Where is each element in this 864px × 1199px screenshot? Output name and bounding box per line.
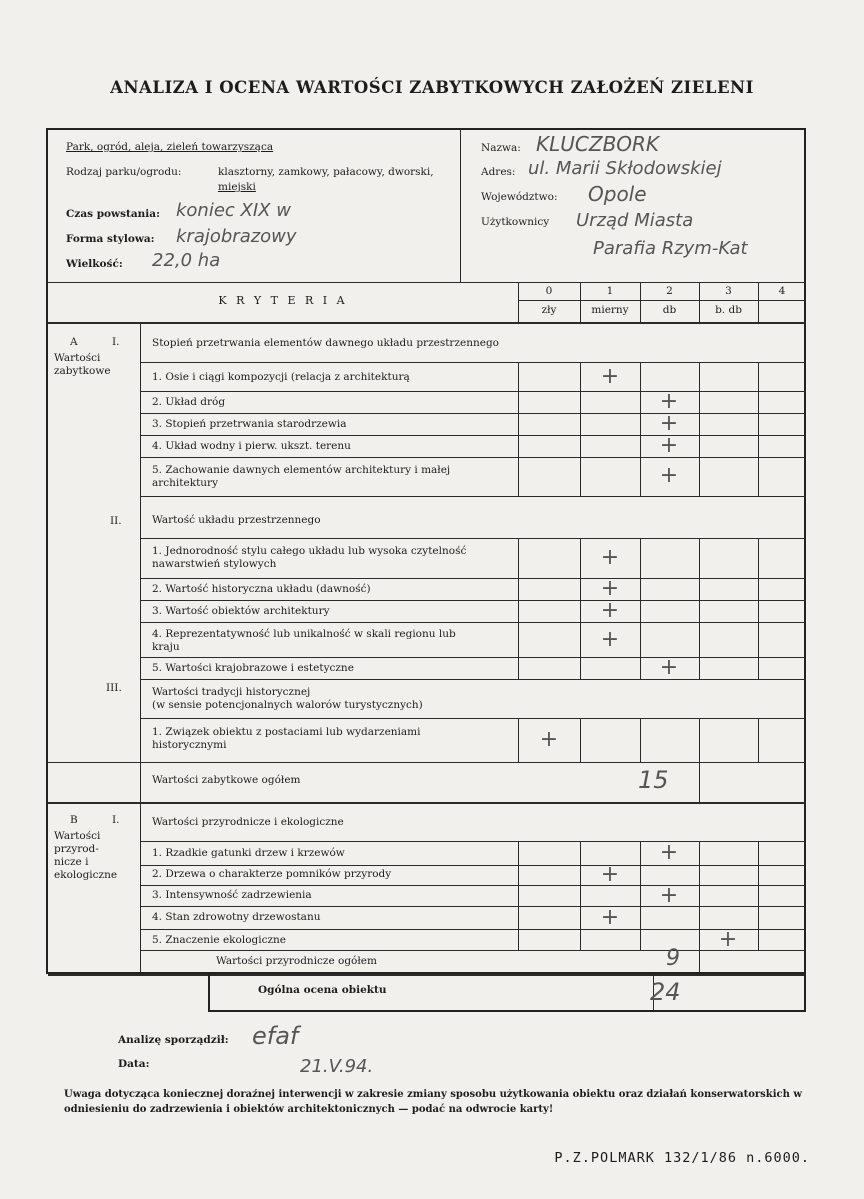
overall-label: Ogólna ocena obiektu — [258, 984, 387, 996]
a2-item-5: 5. Wartości krajobrazowe i estetyczne — [152, 662, 354, 674]
group-a2-title: Wartość układu przestrzennego — [152, 514, 321, 526]
score-mark-b1-1: + — [659, 840, 679, 865]
score-mark-a2-1: + — [600, 545, 620, 570]
b1-item-5: 5. Znaczenie ekologiczne — [152, 934, 287, 946]
voivodeship-value: Opole — [588, 182, 647, 206]
a1-item-2: 2. Układ dróg — [152, 396, 226, 408]
date-value: 21.V.94. — [300, 1056, 374, 1077]
section-a-roman-2: II. — [110, 515, 122, 527]
author-label: Analizę sporządził: — [118, 1034, 229, 1046]
author-signature: efaf — [252, 1022, 299, 1050]
grade-1: mierny — [591, 304, 629, 316]
section-b-name-1: Wartości — [54, 830, 101, 842]
grade-2: db — [662, 304, 677, 316]
a2-item-1: 1. Jednorodność stylu całego układu lub wysoka czytelność nawarstwień stylowych — [152, 545, 467, 570]
a2-item-4: 4. Reprezentatywność lub unikalność w skali regionu lub kraju — [152, 628, 456, 653]
style-value: krajobrazowy — [176, 226, 297, 247]
a1-item-5: 5. Zachowanie dawnych elementów architektury i małej architektury — [152, 464, 451, 489]
section-a-roman-3: III. — [106, 682, 122, 694]
a2-item-2: 2. Wartość historyczna układu (dawność) — [152, 583, 371, 595]
score-mark-a1-1: + — [600, 364, 620, 389]
score-mark-a2-5: + — [659, 655, 679, 680]
a1-item-3: 3. Stopień przetrwania starodrzewia — [152, 418, 347, 430]
section-b-roman: I. — [112, 814, 120, 826]
size-label: Wielkość: — [66, 258, 123, 270]
section-b-letter: B — [70, 814, 78, 826]
name-label: Nazwa: — [481, 142, 521, 154]
created-value: koniec XIX w — [176, 200, 291, 221]
a3-item-1: 1. Związek obiektu z postaciami lub wydarzeniami historycznymi — [152, 726, 421, 751]
header-bottom-rule — [48, 282, 806, 283]
form-title: ANALIZA I OCENA WARTOŚCI ZABYTKOWYCH ZAŁOŻEŃ ZIELENI — [110, 78, 754, 97]
style-label: Forma stylowa: — [66, 233, 155, 245]
score-mark-a2-4: + — [600, 627, 620, 652]
score-mark-a1-4: + — [659, 433, 679, 458]
criteria-label: K R Y T E R I A — [218, 294, 348, 307]
address-value: ul. Marii Skłodowskiej — [528, 158, 722, 179]
group-a1-title: Stopień przetrwania elementów dawnego układu przestrzennego — [152, 337, 499, 349]
users-value-1: Urząd Miasta — [576, 210, 694, 231]
users-label: Użytkownicy — [481, 216, 550, 228]
users-value-2: Parafia Rzym-Kat — [593, 238, 748, 259]
section-b-name-4: ekologiczne — [54, 869, 118, 881]
score-mark-b1-5: + — [718, 927, 738, 952]
size-value: 22,0 ha — [152, 250, 221, 271]
b-total-value: 9 — [666, 946, 680, 971]
section-a-roman: I. — [112, 336, 120, 348]
group-a3-title-1: Wartości tradycji historycznej — [152, 686, 311, 698]
voivodeship-label: Województwo: — [481, 191, 558, 203]
note: Uwaga dotycząca koniecznej doraźnej interwencji w zakresie zmiany sposobu użytkowania obiektu oraz działań konserwatorskich w odniesieniu do zadrzewienia i obiektów architektonicznych — podać na odwrocie karty! — [64, 1089, 802, 1115]
overall-box — [208, 972, 806, 1012]
score-2: 2 — [666, 285, 673, 297]
score-mark-a1-3: + — [659, 411, 679, 436]
type-line: Park, ogród, aleja, zieleń towarzysząca — [66, 141, 274, 153]
section-b-name-2: przyrod- — [54, 843, 99, 855]
kind-options: klasztorny, zamkowy, pałacowy, dworski, — [218, 166, 434, 178]
group-a3-title-2: (w sensie potencjonalnych walorów turystycznych) — [152, 699, 423, 711]
score-mark-b1-2: + — [600, 862, 620, 887]
score-mark-b1-4: + — [600, 905, 620, 930]
name-value: KLUCZBORK — [536, 132, 660, 156]
address-label: Adres: — [481, 166, 516, 178]
score-mark-a2-2: + — [600, 576, 620, 601]
section-b-name-3: nicze i — [54, 856, 89, 868]
date-label: Data: — [118, 1058, 150, 1070]
score-3: 3 — [725, 285, 732, 297]
score-mark-a2-3: + — [600, 598, 620, 623]
a-total-value: 15 — [638, 766, 669, 794]
section-a-letter: A — [70, 336, 78, 348]
score-0: 0 — [545, 285, 553, 297]
a2-item-3: 3. Wartość obiektów architektury — [152, 605, 330, 617]
score-mark-a1-5: + — [659, 463, 679, 488]
form-frame — [46, 128, 806, 974]
group-b1-title: Wartości przyrodnicze i ekologiczne — [152, 816, 344, 828]
score-mark-a1-2: + — [659, 389, 679, 414]
score-mark-b1-3: + — [659, 883, 679, 908]
kind-selected: miejski — [218, 181, 256, 193]
section-a-name: Wartości zabytkowe — [54, 352, 111, 377]
a1-item-4: 4. Układ wodny i pierw. ukszt. terenu — [152, 440, 351, 452]
overall-value: 24 — [650, 978, 681, 1006]
score-1: 1 — [606, 285, 614, 297]
score-mark-a3-1: + — [539, 727, 559, 752]
b1-item-1: 1. Rzadkie gatunki drzew i krzewów — [152, 847, 345, 859]
grade-0: zły — [541, 304, 557, 316]
b1-item-2: 2. Drzewa o charakterze pomników przyrody — [152, 868, 392, 880]
kind-label: Rodzaj parku/ogrodu: — [66, 166, 182, 178]
a1-item-1: 1. Osie i ciągi kompozycji (relacja z architekturą — [152, 371, 410, 383]
grade-3: b. db — [715, 304, 742, 316]
b-total-label: Wartości przyrodnicze ogółem — [216, 955, 377, 967]
header-divider — [460, 130, 461, 282]
score-4: 4 — [778, 285, 786, 297]
created-label: Czas powstania: — [66, 208, 160, 220]
a-total-label: Wartości zabytkowe ogółem — [152, 774, 301, 786]
footer-code: P.Z.POLMARK 132/1/86 n.6000. — [554, 1150, 810, 1166]
b1-item-3: 3. Intensywność zadrzewienia — [152, 889, 312, 901]
b1-item-4: 4. Stan zdrowotny drzewostanu — [152, 911, 321, 923]
